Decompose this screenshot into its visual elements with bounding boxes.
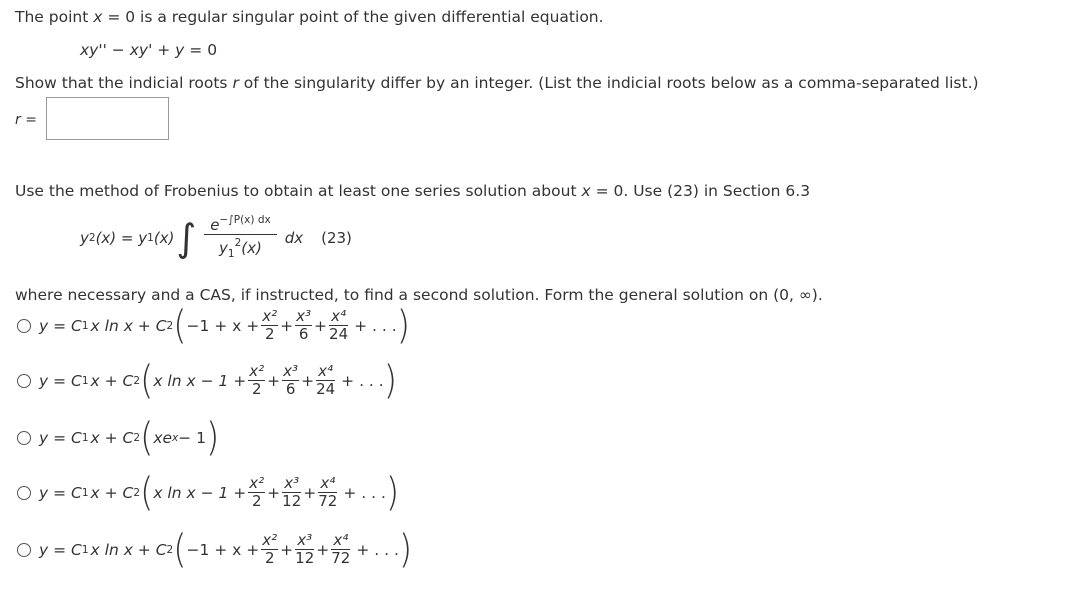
eq-rhs: = 0 — [184, 41, 218, 59]
frac-num: x² — [262, 307, 278, 325]
option-c-inner: xe — [153, 429, 173, 447]
option-b-inner: x ln x − 1 + — [153, 371, 247, 390]
formula-lhs: y — [80, 228, 89, 247]
frac-den: 12 — [282, 492, 302, 510]
option-b-c1sub: 1 — [81, 374, 89, 387]
option-b-tail: + . . . — [341, 371, 384, 390]
eq-op-1: − — [106, 41, 130, 59]
formula-den: y — [219, 239, 228, 257]
eq-term-1: xy'' — [80, 41, 107, 59]
option-c-inner-end: − 1 — [178, 429, 207, 447]
right-paren-icon: ) — [396, 302, 410, 349]
left-paren-icon: ( — [173, 526, 187, 573]
option-b-frac-3 — [316, 363, 335, 398]
intro-var: x — [93, 8, 103, 26]
option-b-frac-1 — [248, 363, 265, 398]
q1-text-post: of the singularity differ by an integer. (List the indicial roots below as a comma-separated list.) — [238, 74, 979, 92]
option-d-tail: + . . . — [343, 483, 386, 502]
option-c-c2sub: 2 — [133, 432, 141, 444]
eq-term-3: y — [175, 41, 185, 59]
frac-den: 2 — [251, 492, 262, 510]
frac-den: 2 — [264, 549, 275, 567]
right-paren-icon: ) — [398, 526, 413, 573]
option-c-head: y = C — [39, 429, 82, 447]
option-c-c1sub: 1 — [81, 432, 89, 444]
option-b-head: y = C — [39, 371, 82, 390]
formula-den-sub: 1 — [227, 248, 235, 260]
frac-den: 6 — [285, 380, 296, 398]
option-d-c1sub: 1 — [81, 486, 89, 499]
radio-c[interactable] — [17, 431, 31, 445]
left-paren-icon: ( — [140, 357, 154, 404]
option-e-mid: x ln x + C — [90, 540, 167, 559]
right-paren-icon: ) — [385, 469, 400, 516]
intro-text-pre: The point — [15, 8, 94, 26]
left-paren-icon: ( — [140, 415, 154, 461]
option-e[interactable]: y = C 1 x ln x + C 2 ( −1 + x + $\frac{\text{x²}}{2}$ + $\frac{\text{x³}}{12}$ + $\frac{\text{x⁴}}{72}$ + . . . ) — [17, 532, 412, 567]
option-d-head: y = C — [39, 483, 82, 502]
option-a-inner: −1 + x + — [186, 316, 260, 335]
option-c-mid: x + C — [90, 429, 134, 447]
frac-num: x² — [249, 474, 265, 492]
option-d-c2sub: 2 — [133, 486, 141, 499]
option-a-head: y = C — [39, 316, 82, 335]
formula-rhs-arg: (x) — [153, 228, 175, 247]
frac-num: x³ — [282, 475, 301, 493]
question-indicial-roots — [15, 73, 979, 93]
q1-text-pre: Show that the indicial roots — [15, 74, 233, 92]
frac-den: 2 — [264, 325, 275, 343]
option-b-mid: x + C — [90, 371, 134, 390]
option-a-c2sub: 2 — [166, 319, 174, 332]
formula-fraction — [204, 212, 276, 263]
option-e-head: y = C — [39, 540, 82, 559]
frac-den: 24 — [316, 380, 336, 398]
integral-sign-icon: ∫ — [176, 215, 197, 260]
q1-var: r — [232, 74, 239, 92]
option-e-c2sub: 2 — [166, 543, 174, 556]
left-paren-icon: ( — [173, 302, 187, 349]
intro-line — [15, 7, 604, 27]
option-b-c2sub: 2 — [133, 374, 141, 387]
option-a-tail: + . . . — [354, 316, 397, 335]
option-a[interactable]: y = C 1 x ln x + C 2 ( −1 + x + $\frac{\text{x²}}{2}$ + $\frac{\text{x³}}{6}$ + $\frac{\text{x⁴}}{24}$ + . . . ) — [17, 308, 410, 343]
option-e-tail: + . . . — [356, 540, 399, 559]
formula-num: e — [210, 216, 220, 234]
frac-den: 2 — [251, 380, 262, 398]
radio-e[interactable] — [17, 543, 31, 557]
q2-var: x — [581, 182, 591, 200]
frac-num: x⁴ — [331, 532, 350, 550]
frac-num: x⁴ — [329, 308, 348, 326]
eq-term-2: xy' — [129, 41, 153, 59]
option-c-inner-sup: x — [172, 432, 179, 444]
right-paren-icon: ) — [206, 415, 220, 461]
frac-num: x⁴ — [318, 475, 337, 493]
formula-rhs-sub: 1 — [147, 231, 154, 244]
frac-den: 72 — [331, 549, 351, 567]
radio-a[interactable] — [17, 319, 31, 333]
option-a-frac-2 — [295, 308, 312, 343]
q2-text-pre: Use the method of Frobenius to obtain at least one series solution about — [15, 182, 582, 200]
formula-den-sup: 2 — [234, 237, 242, 249]
frac-num: x² — [262, 531, 278, 549]
formula-den-arg: (x) — [241, 239, 262, 257]
frac-num: x³ — [295, 532, 314, 550]
intro-text-post: = 0 is a regular singular point of the given differential equation. — [102, 8, 604, 26]
option-e-frac-1 — [261, 532, 278, 567]
option-e-c1sub: 1 — [81, 543, 89, 556]
frac-den: 24 — [329, 325, 349, 343]
formula-lhs-arg: (x) = y — [95, 228, 148, 247]
option-e-inner: −1 + x + — [186, 540, 260, 559]
option-d-frac-3 — [318, 475, 337, 510]
option-d-frac-1 — [248, 475, 265, 510]
q2-text-post: = 0. Use (23) in Section 6.3 — [590, 182, 811, 200]
option-a-mid: x ln x + C — [90, 316, 167, 335]
question-frobenius-line2: where necessary and a CAS, if instructed, to find a second solution. Form the general solution on (0, ∞). — [15, 286, 823, 304]
frac-num: x³ — [283, 362, 299, 380]
option-a-frac-3 — [329, 308, 348, 343]
option-a-c1sub: 1 — [81, 319, 89, 332]
frac-num: x⁴ — [316, 363, 335, 381]
option-d-inner: x ln x − 1 + — [153, 483, 247, 502]
option-d[interactable]: y = C 1 x + C 2 ( x ln x − 1 + $\frac{\text{x²}}{2}$ + $\frac{\text{x³}}{12}$ + $\frac{\text{x⁴}}{72}$ + . . . ) — [17, 475, 399, 510]
frac-num: x³ — [296, 307, 312, 325]
answer-label: r = — [15, 112, 37, 128]
option-b[interactable]: y = C 1 x + C 2 ( x ln x − 1 + $\frac{\text{x²}}{2}$ + $\frac{\text{x³}}{6}$ + $\frac{\text{x⁴}}{24}$ + . . . ) — [17, 363, 397, 398]
formula-dx: dx — [284, 228, 304, 247]
frac-den: 12 — [295, 549, 315, 567]
option-d-frac-2 — [282, 475, 301, 510]
radio-d[interactable] — [17, 486, 31, 500]
formula-lhs-sub: 2 — [88, 231, 96, 244]
indicial-roots-input[interactable] — [46, 97, 169, 140]
right-paren-icon: ) — [383, 357, 397, 404]
option-e-frac-2 — [295, 532, 314, 567]
option-c[interactable] — [17, 415, 220, 461]
formula-23 — [80, 212, 352, 263]
option-a-frac-1 — [261, 308, 278, 343]
option-b-frac-2 — [282, 363, 299, 398]
eq-op-2: + — [152, 41, 176, 59]
frac-den: 6 — [298, 325, 309, 343]
formula-ref: (23) — [321, 228, 352, 247]
frac-num: x² — [249, 362, 265, 380]
frac-den: 72 — [318, 492, 338, 510]
option-e-frac-3 — [331, 532, 350, 567]
left-paren-icon: ( — [140, 469, 154, 516]
formula-num-sup: −∫P(x) dx — [219, 214, 271, 226]
question-frobenius — [15, 181, 810, 201]
option-d-mid: x + C — [90, 483, 134, 502]
differential-equation — [80, 40, 217, 60]
radio-b[interactable] — [17, 374, 31, 388]
